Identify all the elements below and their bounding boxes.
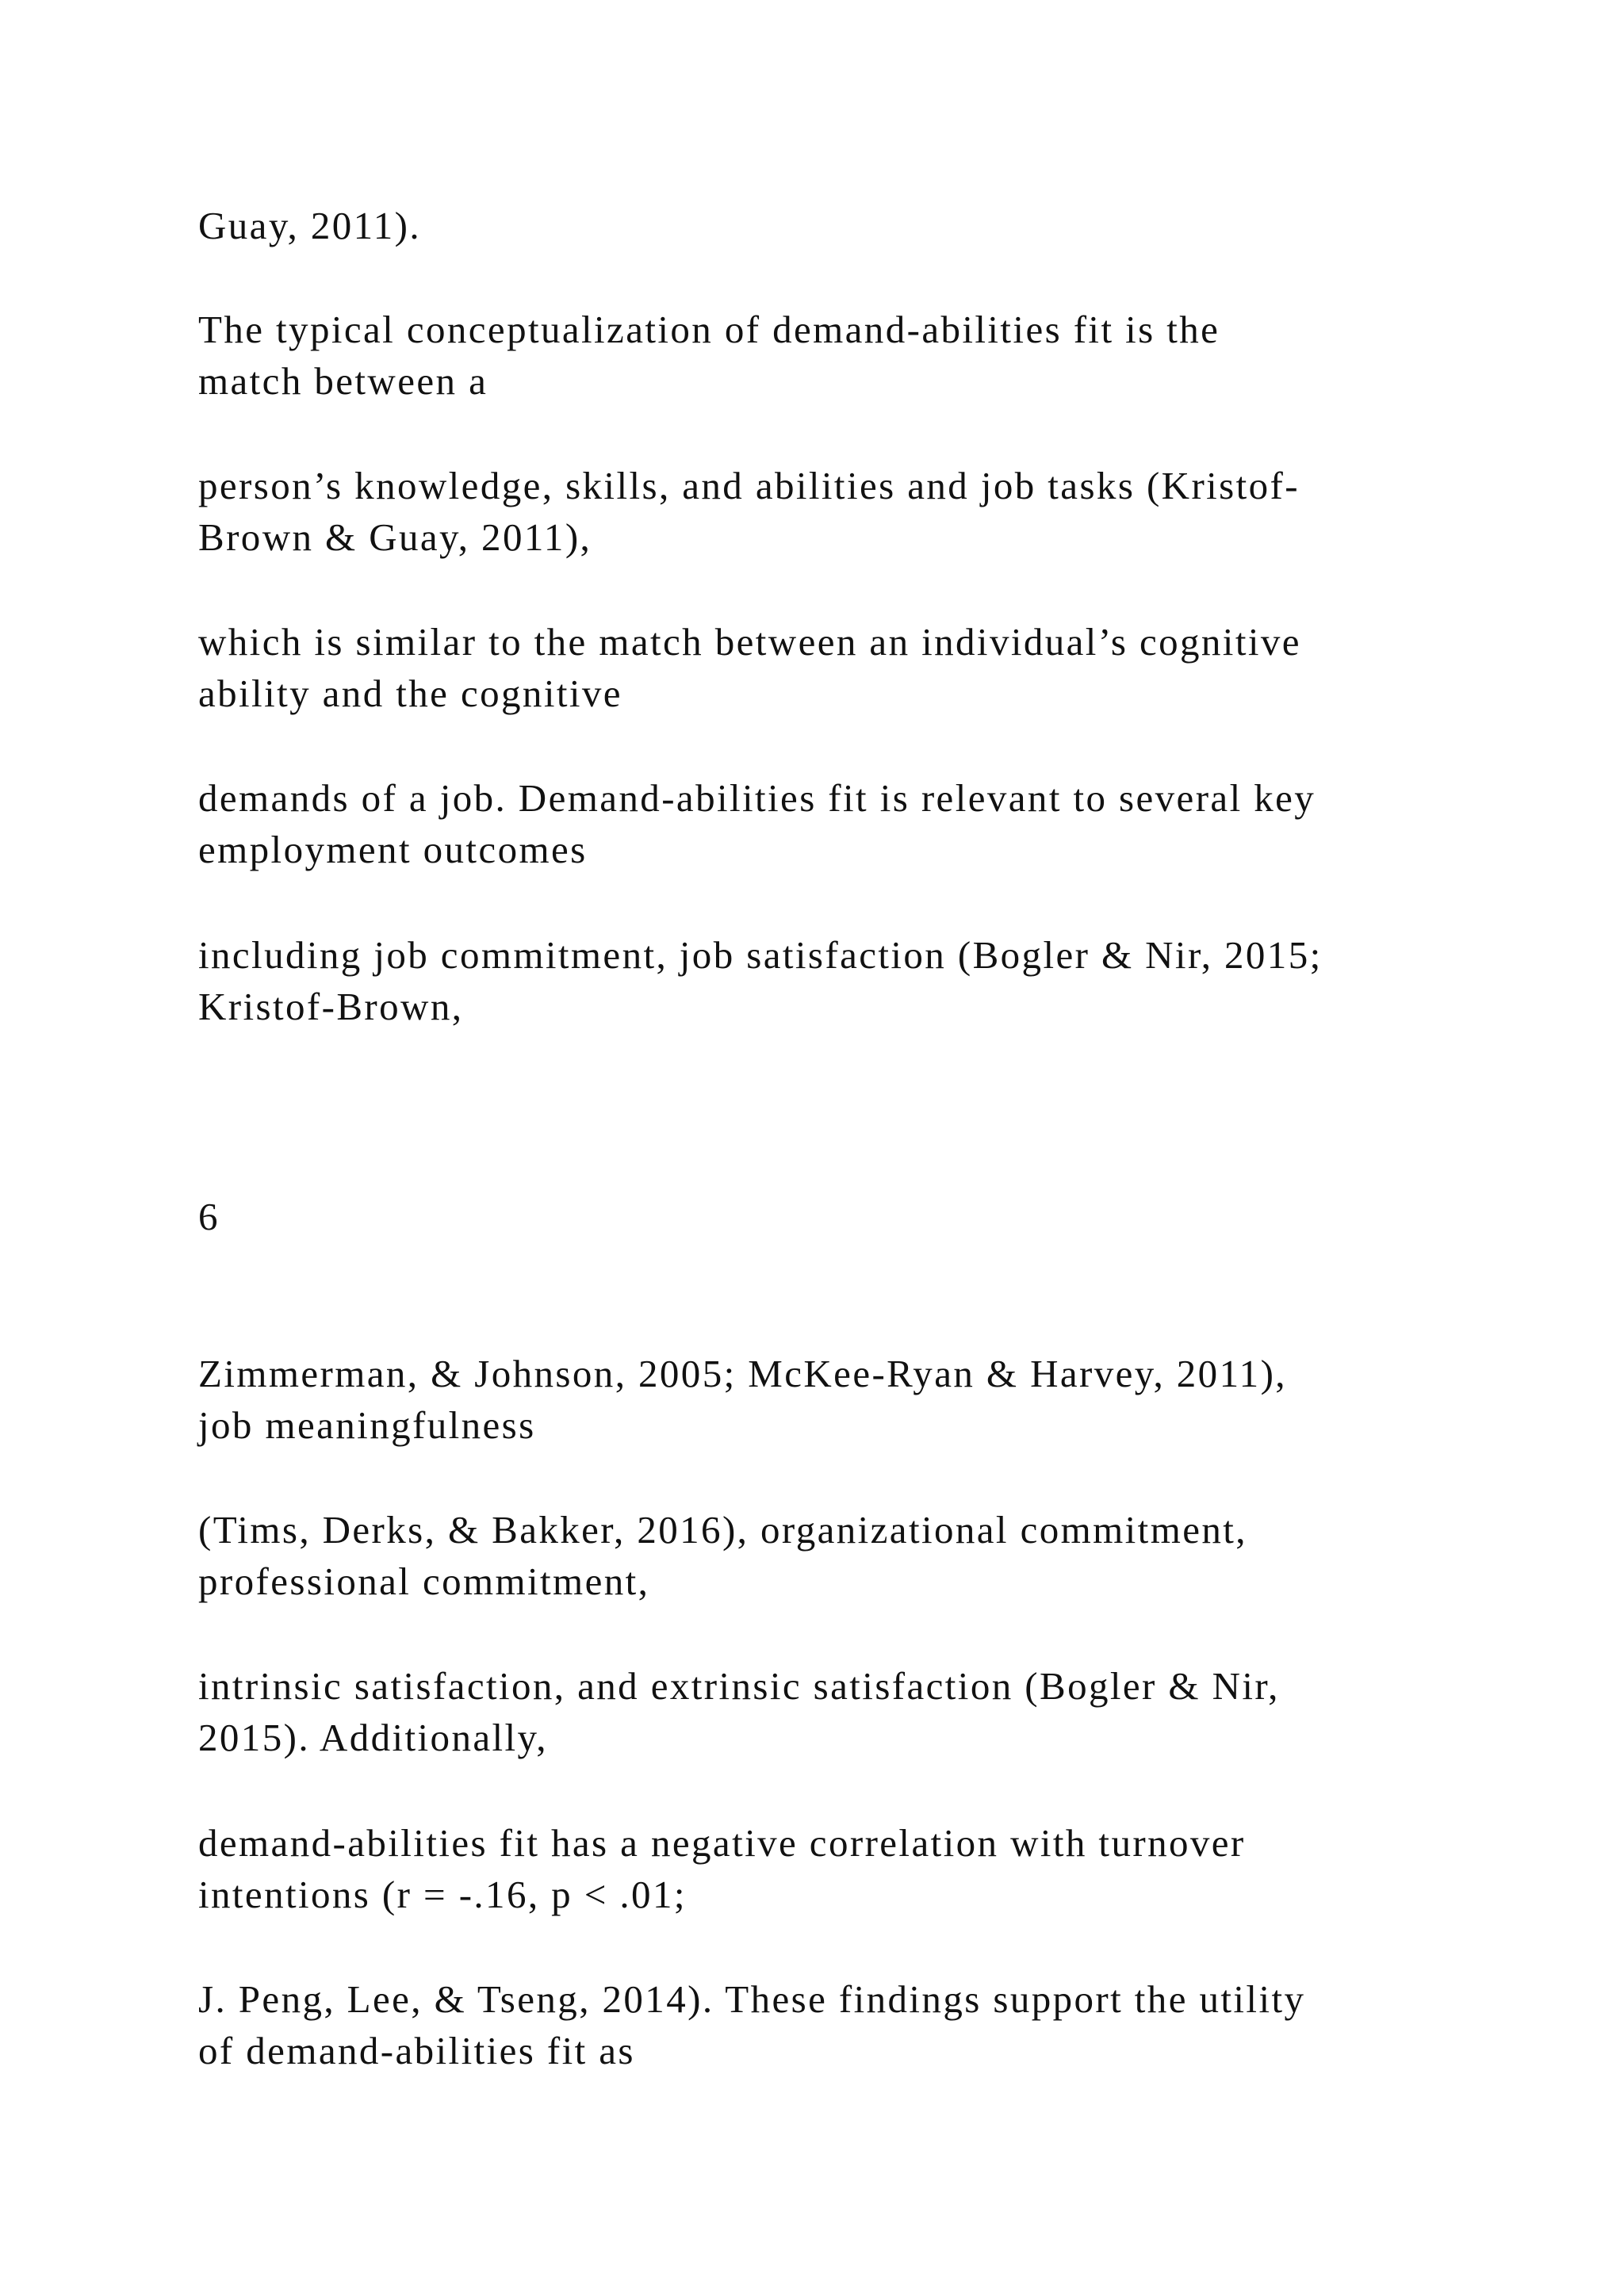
text-line: person’s knowledge, skills, and abilities and job tasks (Kristof- bbox=[198, 464, 1300, 507]
paragraph-line-group bbox=[198, 1348, 1467, 1451]
paragraph-line-group bbox=[198, 460, 1467, 563]
paragraph-line-group bbox=[198, 1504, 1467, 1607]
text-line: which is similar to the match between an individual’s cognitive bbox=[198, 620, 1301, 664]
text-line: 2015). Additionally, bbox=[198, 1716, 548, 1759]
text-line: professional commitment, bbox=[198, 1559, 650, 1603]
paragraph-line-group bbox=[198, 304, 1467, 407]
text-line: The typical conceptualization of demand-abilities fit is the bbox=[198, 308, 1220, 351]
text-line: of demand-abilities fit as bbox=[198, 2029, 635, 2072]
text-line: employment outcomes bbox=[198, 828, 588, 871]
paragraph-line-group bbox=[198, 1660, 1467, 1763]
text-line: intentions (r = -.16, p < .01; bbox=[198, 1873, 687, 1916]
paragraph-line-group bbox=[198, 929, 1467, 1032]
text-line: job meaningfulness bbox=[198, 1403, 536, 1447]
text-line: J. Peng, Lee, & Tseng, 2014). These findings support the utility bbox=[198, 1977, 1306, 2021]
paragraph-line-group bbox=[198, 616, 1467, 719]
page-number: 6 bbox=[198, 1195, 218, 1238]
text-line: Kristof-Brown, bbox=[198, 985, 464, 1028]
paragraph-line-group bbox=[198, 200, 1467, 251]
text-line: Brown & Guay, 2011), bbox=[198, 515, 592, 559]
text-line: (Tims, Derks, & Bakker, 2016), organizational commitment, bbox=[198, 1508, 1247, 1552]
text-line: ability and the cognitive bbox=[198, 672, 622, 715]
text-line: demands of a job. Demand-abilities fit is relevant to several key bbox=[198, 776, 1316, 820]
text-line: Zimmerman, & Johnson, 2005; McKee-Ryan & Harvey, 2011), bbox=[198, 1352, 1287, 1395]
paragraph-line-group bbox=[198, 1973, 1467, 2076]
text-line: intrinsic satisfaction, and extrinsic satisfaction (Bogler & Nir, bbox=[198, 1664, 1280, 1708]
text-line: demand-abilities fit has a negative correlation with turnover bbox=[198, 1821, 1246, 1865]
text-line: Guay, 2011). bbox=[198, 204, 422, 247]
paragraph-line-group bbox=[198, 1817, 1467, 1920]
text-line: including job commitment, job satisfaction (Bogler & Nir, 2015; bbox=[198, 933, 1323, 977]
paragraph-line-group bbox=[198, 772, 1467, 875]
text-line: match between a bbox=[198, 359, 488, 403]
